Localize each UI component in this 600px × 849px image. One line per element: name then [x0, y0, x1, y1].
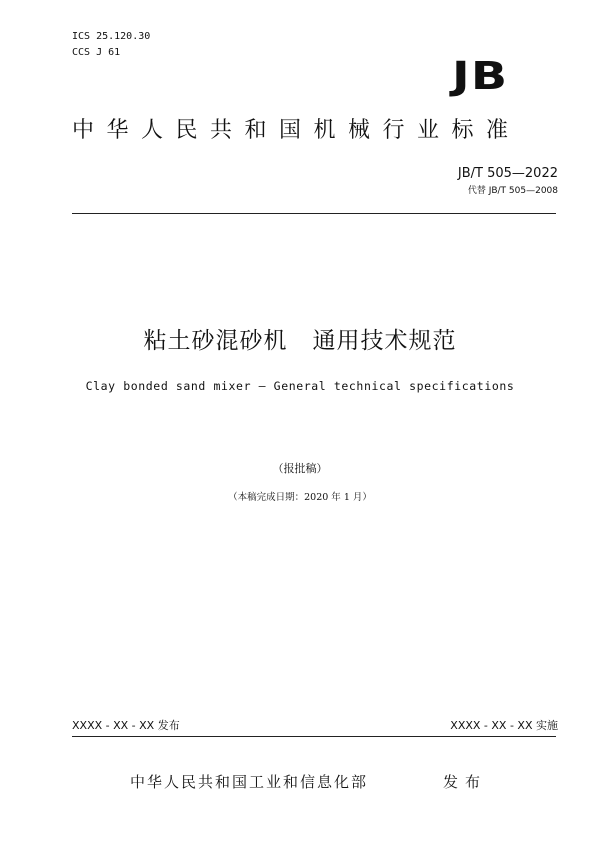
ics-code: ICS 25.120.30: [72, 31, 151, 42]
draft-status: （报批稿）: [272, 462, 328, 475]
replaces-standard: 代替 JB/T 505—2008: [467, 186, 558, 196]
publish-date: XXXX - XX - XX 发布: [72, 719, 180, 732]
header-divider: [72, 213, 556, 214]
jb-logo: JB: [452, 54, 509, 98]
industry-standard-heading: 中华人民共和国机械行业标准: [72, 118, 521, 143]
document-title-english: Clay bonded sand mixer — General technical specifications: [85, 379, 515, 393]
document-title-chinese: 粘土砂混砂机 通用技术规范: [143, 328, 457, 354]
issuing-authority: 中华人民共和国工业和信息化部: [130, 773, 369, 791]
footer-divider: [72, 736, 556, 737]
implement-date: XXXX - XX - XX 实施: [450, 719, 558, 732]
completion-date: （本稿完成日期：2020 年 1 月）: [228, 492, 372, 503]
ccs-code: CCS J 61: [72, 47, 121, 58]
issue-label: 发布: [443, 773, 488, 791]
standard-number: JB/T 505—2022: [457, 166, 558, 181]
